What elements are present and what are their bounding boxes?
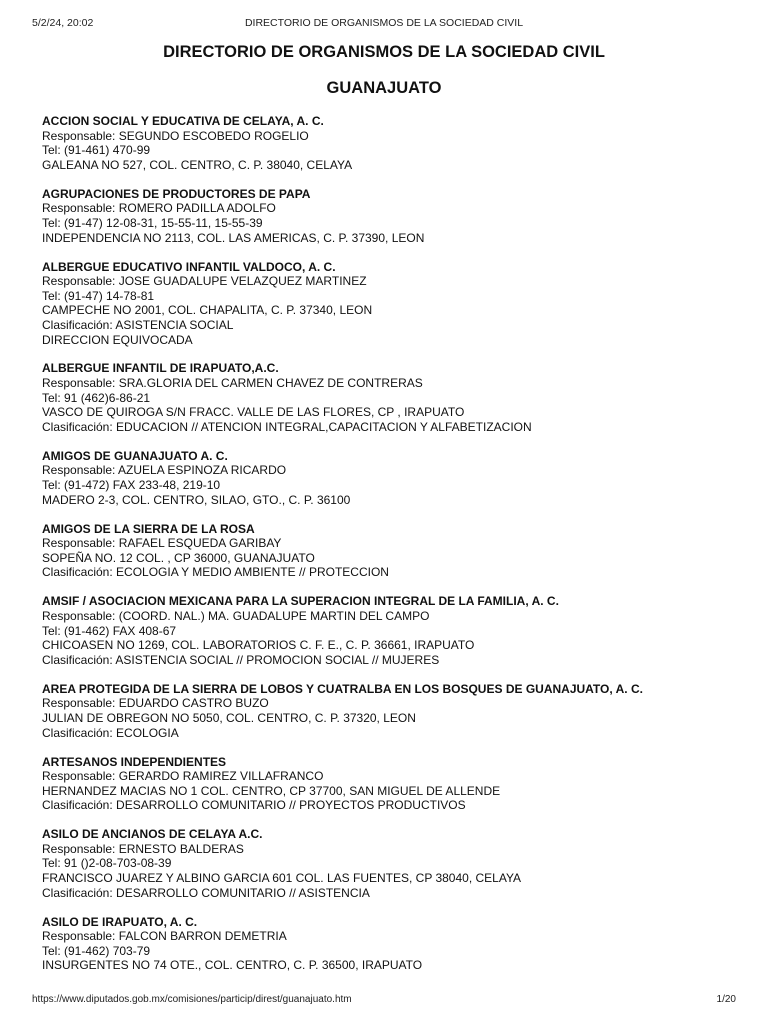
entry-detail-line: Tel: (91-47) 12-08-31, 15-55-11, 15-55-39 — [42, 215, 263, 230]
entry-detail-line: FRANCISCO JUAREZ Y ALBINO GARCIA 601 COL. LAS FUENTES, CP 38040, CELAYA — [42, 871, 522, 886]
organization-name: AMSIF / ASOCIACION MEXICANA PARA LA SUPERACION INTEGRAL DE LA FAMILIA, A. C. — [42, 594, 559, 609]
entry-detail-line: Tel: 91 (462)6-86-21 — [42, 390, 151, 405]
entry-detail-line: Responsable: RAFAEL ESQUEDA GARIBAY — [42, 536, 282, 551]
entry-detail-line: Responsable: SEGUNDO ESCOBEDO ROGELIO — [42, 128, 309, 143]
directory-entry — [42, 187, 748, 245]
entry-detail-line: INSURGENTES NO 74 OTE., COL. CENTRO, C. P. 36500, IRAPUATO — [42, 958, 423, 973]
entry-detail-line: Responsable: ROMERO PADILLA ADOLFO — [42, 201, 276, 216]
entry-detail-line: Tel: (91-472) FAX 233-48, 219-10 — [42, 478, 221, 493]
entry-detail-line: Tel: (91-47) 14-78-81 — [42, 288, 155, 303]
entry-detail-line: Tel: (91-462) 703-79 — [42, 943, 151, 958]
organization-name: ALBERGUE EDUCATIVO INFANTIL VALDOCO, A. C. — [42, 259, 336, 274]
directory-entry — [42, 594, 748, 667]
entry-detail-line: Clasificación: EDUCACION // ATENCION INTEGRAL,CAPACITACION Y ALFABETIZACION — [42, 419, 532, 434]
print-header — [32, 17, 736, 31]
entry-detail-line: Responsable: FALCON BARRON DEMETRIA — [42, 929, 287, 944]
entry-detail-line: Responsable: AZUELA ESPINOZA RICARDO — [42, 463, 287, 478]
entry-detail-line: SOPEÑA NO. 12 COL. , CP 36000, GUANAJUATO — [42, 550, 315, 565]
page-url: https://www.diputados.gob.mx/comisiones/particip/direst/guanajuato.htm — [32, 994, 352, 1005]
entry-detail-line: MADERO 2-3, COL. CENTRO, SILAO, GTO., C. P. 36100 — [42, 492, 351, 507]
entry-detail-line: Responsable: ERNESTO BALDERAS — [42, 841, 244, 856]
directory-entry — [42, 114, 748, 172]
organization-name: AMIGOS DE GUANAJUATO A. C. — [42, 448, 228, 463]
directory-entry — [42, 522, 748, 580]
entry-detail-line: Clasificación: ECOLOGIA — [42, 725, 179, 740]
entry-detail-line: Clasificación: ASISTENCIA SOCIAL — [42, 317, 234, 332]
entry-detail-line: Responsable: JOSE GUADALUPE VELAZQUEZ MARTINEZ — [42, 274, 367, 289]
organization-name: ACCION SOCIAL Y EDUCATIVA DE CELAYA, A. C. — [42, 114, 324, 128]
print-footer — [32, 994, 736, 1008]
entry-detail-line: GALEANA NO 527, COL. CENTRO, C. P. 38040, CELAYA — [42, 157, 353, 172]
entry-detail-line: VASCO DE QUIROGA S/N FRACC. VALLE DE LAS FLORES, CP , IRAPUATO — [42, 405, 465, 420]
organization-name: AGRUPACIONES DE PRODUCTORES DE PAPA — [42, 186, 311, 201]
directory-entry — [42, 755, 748, 813]
entry-detail-line: INDEPENDENCIA NO 2113, COL. LAS AMERICAS, C. P. 37390, LEON — [42, 230, 425, 245]
directory-entry — [42, 915, 748, 973]
entry-detail-line: DIRECCION EQUIVOCADA — [42, 332, 193, 347]
entry-detail-line: Clasificación: DESARROLLO COMUNITARIO // ASISTENCIA — [42, 885, 370, 900]
entry-detail-line: HERNANDEZ MACIAS NO 1 COL. CENTRO, CP 37700, SAN MIGUEL DE ALLENDE — [42, 783, 501, 798]
organization-name: ARTESANOS INDEPENDIENTES — [42, 754, 227, 769]
print-header-title: DIRECTORIO DE ORGANISMOS DE LA SOCIEDAD CIVIL — [244, 17, 524, 29]
organization-name: ASILO DE ANCIANOS DE CELAYA A.C. — [42, 827, 263, 842]
document-subtitle: GUANAJUATO — [326, 79, 442, 97]
entry-detail-line: Responsable: SRA.GLORIA DEL CARMEN CHAVEZ DE CONTRERAS — [42, 376, 423, 391]
entry-detail-line: Tel: (91-462) FAX 408-67 — [42, 623, 177, 638]
organization-name: ALBERGUE INFANTIL DE IRAPUATO,A.C. — [42, 361, 279, 376]
entry-detail-line: Responsable: GERARDO RAMIREZ VILLAFRANCO — [42, 769, 324, 784]
document-title: DIRECTORIO DE ORGANISMOS DE LA SOCIEDAD CIVIL — [163, 43, 605, 61]
directory-entry — [42, 682, 748, 740]
directory-list — [42, 114, 748, 987]
organization-name: AREA PROTEGIDA DE LA SIERRA DE LOBOS Y CUATRALBA EN LOS BOSQUES DE GUANAJUATO, A. C. — [42, 681, 643, 696]
entry-detail-line: Responsable: EDUARDO CASTRO BUZO — [42, 696, 269, 711]
entry-detail-line: Responsable: (COORD. NAL.) MA. GUADALUPE MARTIN DEL CAMPO — [42, 608, 430, 623]
entry-detail-line: Clasificación: DESARROLLO COMUNITARIO // PROYECTOS PRODUCTIVOS — [42, 798, 466, 813]
directory-entry — [42, 361, 748, 434]
entry-detail-line: CAMPECHE NO 2001, COL. CHAPALITA, C. P. 37340, LEON — [42, 303, 373, 318]
entry-detail-line: Clasificación: ECOLOGIA Y MEDIO AMBIENTE // PROTECCION — [42, 565, 389, 580]
entry-detail-line: Tel: 91 ()2-08-703-08-39 — [42, 856, 172, 871]
entry-detail-line: JULIAN DE OBREGON NO 5050, COL. CENTRO, C. P. 37320, LEON — [42, 710, 416, 725]
directory-entry — [42, 827, 748, 900]
organization-name: ASILO DE IRAPUATO, A. C. — [42, 914, 198, 929]
organization-name: AMIGOS DE LA SIERRA DE LA ROSA — [42, 521, 255, 536]
page-number: 1/20 — [716, 994, 736, 1005]
directory-entry — [42, 449, 748, 507]
entry-detail-line: CHICOASEN NO 1269, COL. LABORATORIOS C. F. E., C. P. 36661, IRAPUATO — [42, 638, 475, 653]
entry-detail-line: Tel: (91-461) 470-99 — [42, 143, 151, 158]
directory-entry — [42, 260, 748, 348]
print-datetime: 5/2/24, 20:02 — [32, 17, 94, 29]
entry-detail-line: Clasificación: ASISTENCIA SOCIAL // PROMOCION SOCIAL // MUJERES — [42, 652, 440, 667]
